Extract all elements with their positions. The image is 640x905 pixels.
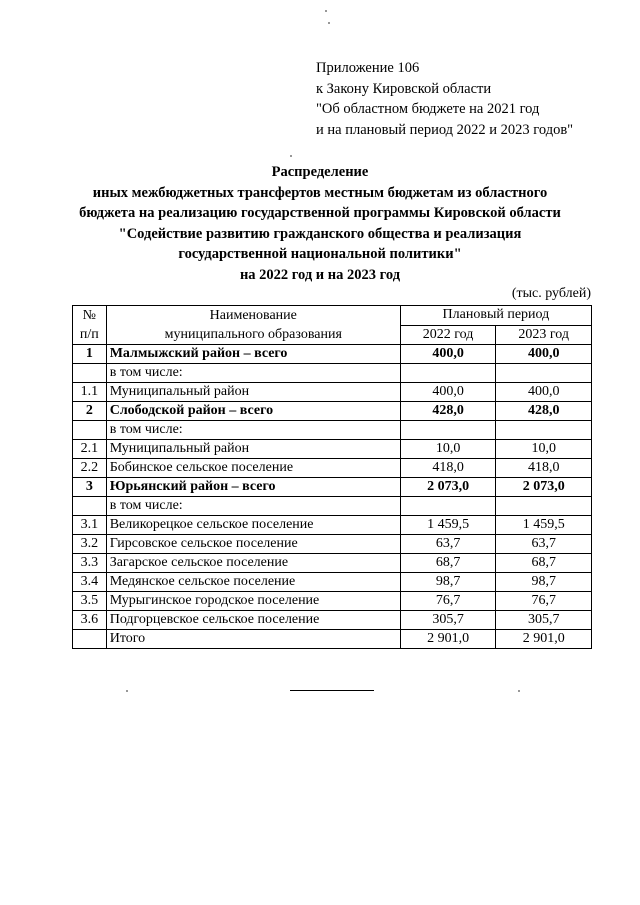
row-value-2022: 63,7 bbox=[400, 535, 496, 554]
row-value-2023: 76,7 bbox=[496, 592, 592, 611]
header-num-bottom: п/п bbox=[79, 327, 99, 342]
header-period: Плановый период bbox=[400, 306, 591, 326]
row-value-2022: 305,7 bbox=[400, 611, 496, 630]
table-row bbox=[73, 573, 592, 592]
row-value-2022: 400,0 bbox=[400, 345, 496, 364]
row-name: Медянское сельское поселение bbox=[106, 573, 400, 592]
row-value-2023: 10,0 bbox=[496, 440, 592, 459]
scan-speck bbox=[518, 690, 520, 692]
row-number bbox=[73, 630, 107, 649]
header-year-2023: 2023 год bbox=[496, 325, 592, 345]
table-row bbox=[73, 402, 592, 421]
title-line: государственной национальной политики" bbox=[178, 246, 462, 262]
appendix-reference bbox=[316, 58, 573, 140]
appendix-line: и на плановый период 2022 и 2023 годов" bbox=[316, 121, 574, 138]
scan-speck bbox=[328, 22, 330, 24]
table-row bbox=[73, 383, 592, 402]
row-value-2023: 68,7 bbox=[496, 554, 592, 573]
row-name: Подгорцевское сельское поселение bbox=[106, 611, 400, 630]
row-name: Муниципальный район bbox=[106, 440, 400, 459]
table-row bbox=[73, 554, 592, 573]
row-number: 1 bbox=[73, 345, 107, 364]
row-value-2022 bbox=[400, 497, 496, 516]
row-name: в том числе: bbox=[106, 364, 400, 383]
row-number: 2.2 bbox=[73, 459, 107, 478]
row-number: 3.2 bbox=[73, 535, 107, 554]
row-number: 3.1 bbox=[73, 516, 107, 535]
row-value-2023: 305,7 bbox=[496, 611, 592, 630]
row-value-2023: 63,7 bbox=[496, 535, 592, 554]
table-row bbox=[73, 592, 592, 611]
row-value-2023: 98,7 bbox=[496, 573, 592, 592]
table-row bbox=[73, 535, 592, 554]
document-title bbox=[60, 162, 580, 285]
row-name: Юрьянский район – всего bbox=[106, 478, 400, 497]
row-value-2023 bbox=[496, 421, 592, 440]
row-value-2022: 428,0 bbox=[400, 402, 496, 421]
title-line: бюджета на реализацию государственной программы Кировской области bbox=[79, 205, 561, 221]
row-value-2022: 400,0 bbox=[400, 383, 496, 402]
title-line: на 2022 год и на 2023 год bbox=[239, 266, 401, 283]
row-name: Бобинское сельское поселение bbox=[106, 459, 400, 478]
scan-speck bbox=[290, 155, 292, 157]
row-name: Итого bbox=[106, 630, 400, 649]
row-number: 3.6 bbox=[73, 611, 107, 630]
title-line: Распределение bbox=[271, 164, 369, 180]
row-value-2022: 98,7 bbox=[400, 573, 496, 592]
row-number: 2.1 bbox=[73, 440, 107, 459]
closing-line bbox=[290, 690, 374, 691]
row-name: Малмыжский район – всего bbox=[106, 345, 400, 364]
table-row bbox=[73, 421, 592, 440]
row-value-2023: 400,0 bbox=[496, 345, 592, 364]
row-value-2023: 2 901,0 bbox=[496, 630, 592, 649]
row-number: 3 bbox=[73, 478, 107, 497]
table-header-row bbox=[73, 306, 592, 326]
row-value-2023: 1 459,5 bbox=[496, 516, 592, 535]
row-name: Муниципальный район bbox=[106, 383, 400, 402]
header-name bbox=[106, 306, 400, 345]
table-row bbox=[73, 516, 592, 535]
scan-speck bbox=[126, 690, 128, 692]
table-row bbox=[73, 345, 592, 364]
row-value-2023 bbox=[496, 497, 592, 516]
row-value-2023: 428,0 bbox=[496, 402, 592, 421]
row-name: Слободской район – всего bbox=[106, 402, 400, 421]
row-name: Великорецкое сельское поселение bbox=[106, 516, 400, 535]
row-number: 1.1 bbox=[73, 383, 107, 402]
appendix-line: Приложение 106 bbox=[316, 60, 420, 76]
row-number bbox=[73, 497, 107, 516]
appendix-line: к Закону Кировской области bbox=[316, 80, 492, 97]
row-name: в том числе: bbox=[106, 421, 400, 440]
table-row bbox=[73, 459, 592, 478]
row-value-2022 bbox=[400, 364, 496, 383]
header-name-bottom: муниципального образования bbox=[164, 327, 342, 342]
row-value-2022: 2 073,0 bbox=[400, 478, 496, 497]
table-row bbox=[73, 611, 592, 630]
title-line: иных межбюджетных трансфертов местным бюджетам из областного bbox=[92, 184, 548, 201]
row-value-2022: 68,7 bbox=[400, 554, 496, 573]
row-value-2023: 400,0 bbox=[496, 383, 592, 402]
row-number bbox=[73, 421, 107, 440]
row-name: Загарское сельское поселение bbox=[106, 554, 400, 573]
transfers-table bbox=[72, 305, 592, 649]
table-row bbox=[73, 630, 592, 649]
row-name: Мурыгинское городское поселение bbox=[106, 592, 400, 611]
row-number: 2 bbox=[73, 402, 107, 421]
header-num-top: № bbox=[82, 308, 97, 323]
row-value-2022: 2 901,0 bbox=[400, 630, 496, 649]
row-value-2022: 418,0 bbox=[400, 459, 496, 478]
header-name-top: Наименование bbox=[209, 308, 297, 323]
row-value-2022: 76,7 bbox=[400, 592, 496, 611]
row-value-2022: 10,0 bbox=[400, 440, 496, 459]
table-row bbox=[73, 497, 592, 516]
row-value-2022: 1 459,5 bbox=[400, 516, 496, 535]
header-num bbox=[73, 306, 107, 345]
row-value-2023: 2 073,0 bbox=[496, 478, 592, 497]
scan-speck bbox=[325, 10, 327, 12]
row-number bbox=[73, 364, 107, 383]
appendix-line: "Об областном бюджете на 2021 год bbox=[316, 101, 540, 117]
table-row bbox=[73, 440, 592, 459]
header-year-2022: 2022 год bbox=[400, 325, 496, 345]
row-number: 3.5 bbox=[73, 592, 107, 611]
row-value-2023 bbox=[496, 364, 592, 383]
row-name: в том числе: bbox=[106, 497, 400, 516]
unit-label: (тыс. рублей) bbox=[511, 286, 591, 301]
row-number: 3.4 bbox=[73, 573, 107, 592]
row-name: Гирсовское сельское поселение bbox=[106, 535, 400, 554]
title-line: "Содействие развитию гражданского общества и реализация bbox=[118, 225, 522, 242]
table-row bbox=[73, 364, 592, 383]
row-number: 3.3 bbox=[73, 554, 107, 573]
row-value-2022 bbox=[400, 421, 496, 440]
row-value-2023: 418,0 bbox=[496, 459, 592, 478]
table-row bbox=[73, 478, 592, 497]
